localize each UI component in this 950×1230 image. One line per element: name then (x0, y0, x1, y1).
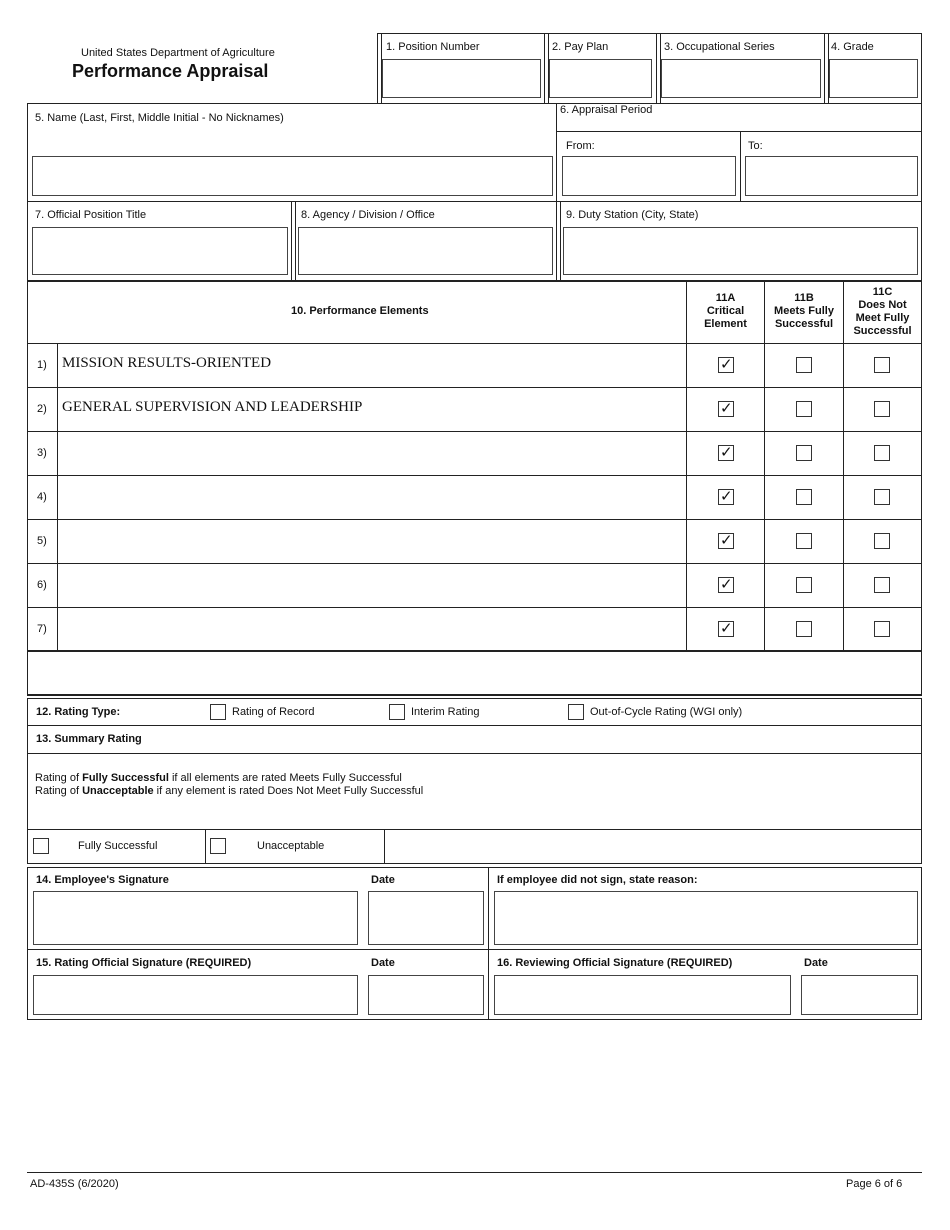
reason-label: If employee did not sign, state reason: (497, 874, 698, 886)
position-title-label: 7. Official Position Title (35, 209, 147, 221)
meets-fully-successful-checkbox[interactable] (796, 489, 812, 505)
out-of-cycle-label: Out-of-Cycle Rating (WGI only) (590, 706, 743, 718)
reason-field[interactable] (494, 891, 918, 945)
checkmark-icon: ✓ (720, 487, 733, 505)
rating-official-signature-field[interactable] (33, 975, 358, 1015)
col-11b-header: 11B Meets Fully Successful (774, 292, 834, 330)
employee-signature-label: 14. Employee's Signature (36, 874, 169, 886)
element-row-number: 4) (37, 491, 47, 503)
element-row-number: 3) (37, 447, 47, 459)
occupational-series-label: 3. Occupational Series (664, 41, 775, 53)
critical-element-checkbox[interactable] (718, 621, 734, 637)
appraisal-from-field[interactable] (562, 156, 736, 196)
critical-element-checkbox[interactable] (718, 489, 734, 505)
critical-element-checkbox[interactable] (718, 357, 734, 373)
meets-fully-successful-checkbox[interactable] (796, 401, 812, 417)
reviewing-official-date-label: Date (804, 957, 828, 969)
does-not-meet-checkbox[interactable] (874, 445, 890, 461)
meets-fully-successful-checkbox[interactable] (796, 445, 812, 461)
performance-elements-header: 10. Performance Elements (291, 305, 429, 317)
does-not-meet-checkbox[interactable] (874, 401, 890, 417)
element-row-number: 1) (37, 359, 47, 371)
employee-date-label: Date (371, 874, 395, 886)
employee-date-field[interactable] (368, 891, 484, 945)
element-row-number: 6) (37, 579, 47, 591)
appraisal-to-field[interactable] (745, 156, 918, 196)
reviewing-official-date-field[interactable] (801, 975, 918, 1015)
rating-type-label: 12. Rating Type: (36, 706, 121, 718)
checkmark-icon: ✓ (720, 399, 733, 417)
agency-field[interactable] (298, 227, 553, 275)
reviewing-official-signature-field[interactable] (494, 975, 791, 1015)
fully-successful-checkbox[interactable] (33, 838, 49, 854)
checkmark-icon: ✓ (720, 575, 733, 593)
rating-official-label: 15. Rating Official Signature (REQUIRED) (36, 957, 252, 969)
grade-label: 4. Grade (831, 41, 874, 53)
col-11c-header: 11C Does Not Meet Fully Successful (853, 286, 912, 337)
checkmark-icon: ✓ (720, 355, 733, 373)
summary-rule-1: Rating of Fully Successful if all elements are rated Meets Fully Successful (35, 772, 402, 784)
does-not-meet-checkbox[interactable] (874, 489, 890, 505)
meets-fully-successful-checkbox[interactable] (796, 621, 812, 637)
unacceptable-label: Unacceptable (257, 840, 325, 852)
does-not-meet-checkbox[interactable] (874, 533, 890, 549)
page-number: Page 6 of 6 (846, 1178, 903, 1190)
meets-fully-successful-checkbox[interactable] (796, 533, 812, 549)
agency-label: 8. Agency / Division / Office (301, 209, 435, 221)
checkmark-icon: ✓ (720, 443, 733, 461)
rating-official-date-field[interactable] (368, 975, 484, 1015)
element-text-field[interactable]: GENERAL SUPERVISION AND LEADERSHIP (62, 399, 363, 415)
pay-plan-label: 2. Pay Plan (552, 41, 609, 53)
pay-plan-field[interactable] (549, 59, 652, 98)
employee-signature-field[interactable] (33, 891, 358, 945)
does-not-meet-checkbox[interactable] (874, 357, 890, 373)
meets-fully-successful-checkbox[interactable] (796, 357, 812, 373)
position-number-field[interactable] (382, 59, 541, 98)
does-not-meet-checkbox[interactable] (874, 621, 890, 637)
checkmark-icon: ✓ (720, 619, 733, 637)
meets-fully-successful-checkbox[interactable] (796, 577, 812, 593)
to-label: To: (748, 140, 763, 152)
unacceptable-checkbox[interactable] (210, 838, 226, 854)
occupational-series-field[interactable] (661, 59, 821, 98)
critical-element-checkbox[interactable] (718, 533, 734, 549)
interim-rating-checkbox[interactable] (389, 704, 405, 720)
checkmark-icon: ✓ (720, 531, 733, 549)
position-number-label: 1. Position Number (386, 41, 480, 53)
summary-rule-2: Rating of Unacceptable if any element is rated Does Not Meet Fully Successful (35, 785, 424, 797)
from-label: From: (566, 140, 595, 152)
critical-element-checkbox[interactable] (718, 445, 734, 461)
appraisal-period-label: 6. Appraisal Period (560, 104, 653, 116)
department-name: United States Department of Agriculture (81, 47, 275, 59)
critical-element-checkbox[interactable] (718, 401, 734, 417)
rating-of-record-label: Rating of Record (232, 706, 315, 718)
name-field[interactable] (32, 156, 553, 196)
out-of-cycle-checkbox[interactable] (568, 704, 584, 720)
element-row-number: 5) (37, 535, 47, 547)
interim-rating-label: Interim Rating (411, 706, 480, 718)
element-row-number: 7) (37, 623, 47, 635)
element-row-number: 2) (37, 403, 47, 415)
duty-station-label: 9. Duty Station (City, State) (566, 209, 699, 221)
rating-of-record-checkbox[interactable] (210, 704, 226, 720)
form-title: Performance Appraisal (72, 61, 269, 81)
reviewing-official-label: 16. Reviewing Official Signature (REQUIRED) (497, 957, 733, 969)
critical-element-checkbox[interactable] (718, 577, 734, 593)
grade-field[interactable] (829, 59, 918, 98)
duty-station-field[interactable] (563, 227, 918, 275)
name-label: 5. Name (Last, First, Middle Initial - No Nicknames) (35, 112, 284, 124)
summary-rating-label: 13. Summary Rating (36, 733, 142, 745)
fully-successful-label: Fully Successful (78, 840, 158, 852)
element-text-field[interactable]: MISSION RESULTS-ORIENTED (62, 355, 272, 371)
form-number: AD-435S (6/2020) (30, 1178, 119, 1190)
rating-official-date-label: Date (371, 957, 395, 969)
col-11a-header: 11A Critical Element (704, 292, 747, 330)
position-title-field[interactable] (32, 227, 288, 275)
does-not-meet-checkbox[interactable] (874, 577, 890, 593)
